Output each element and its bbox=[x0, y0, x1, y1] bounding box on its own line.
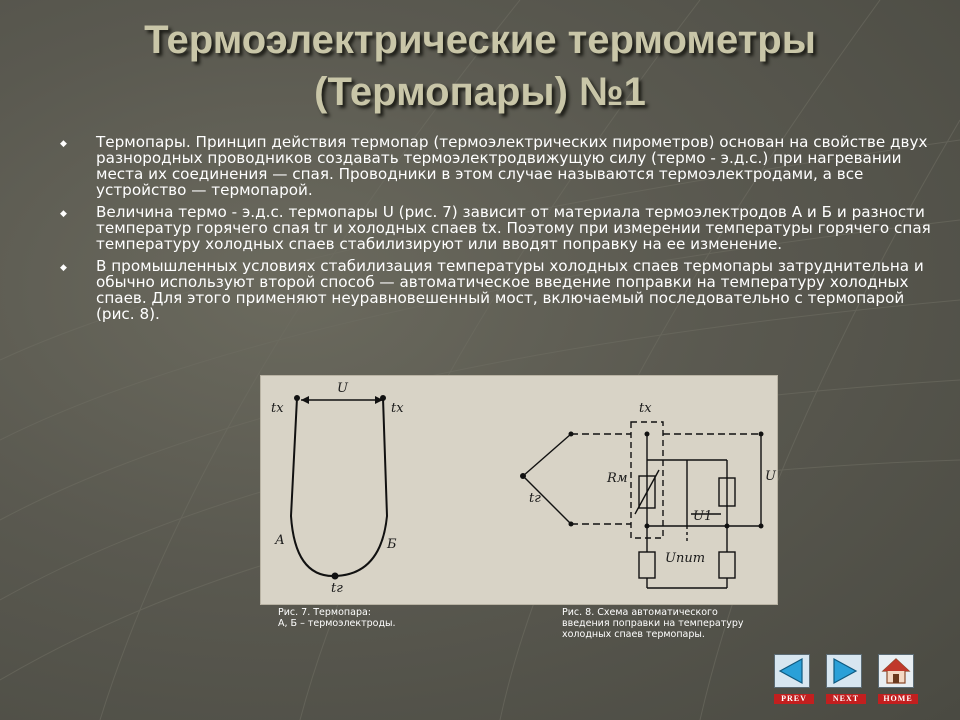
fig8-label-u1: U1 bbox=[693, 509, 713, 524]
slide-title bbox=[0, 14, 960, 118]
prev-button[interactable] bbox=[774, 654, 814, 704]
fig7-label-b: Б bbox=[387, 537, 397, 552]
slide-title-line-2: (Термопары) №1 bbox=[314, 70, 646, 114]
home-button[interactable] bbox=[878, 654, 918, 704]
fig8-label-rm: Rм bbox=[607, 471, 628, 486]
bullet-text: Термопары. Принцип действия термопар (термоэлектрических пирометров) основан на свойстве двух разнородных проводников создавать термоэлектродвижущую силу (термо - э.д.с.) при нагревании места их соединения — спая. Проводники в этом случае называются термоэлектродами, а все устройство — термопарой. bbox=[96, 133, 928, 199]
fig8-label-u: U bbox=[765, 469, 776, 484]
next-button[interactable] bbox=[826, 654, 866, 704]
next-arrow-icon bbox=[826, 654, 862, 688]
fig7-label-tx-left: tx bbox=[271, 401, 284, 416]
bullet-item bbox=[58, 134, 938, 198]
figure-scan bbox=[260, 375, 778, 605]
prev-button-label: PREV bbox=[774, 694, 814, 704]
fig8-bridge-circuit-diagram bbox=[523, 422, 761, 588]
diamond-bullet-icon: ◆ bbox=[60, 139, 67, 149]
diamond-bullet-icon: ◆ bbox=[60, 263, 67, 273]
diamond-bullet-icon: ◆ bbox=[60, 209, 67, 219]
fig7-label-u: U bbox=[337, 381, 348, 396]
fig8-label-tg: tг bbox=[529, 491, 541, 506]
bullet-item bbox=[58, 258, 938, 322]
figure-8-caption: Рис. 8. Схема автоматического введения поправки на температуру холодных спаев термопары. bbox=[562, 607, 744, 640]
bullet-text: В промышленных условиях стабилизация температуры холодных спаев термопары затруднительна и обычно используют второй способ — автоматическое введение поправки на температуру холодных спаев. Для этого применяют неуравновешенный мост, включаемый последовательно с термопарой (рис. 8). bbox=[96, 257, 924, 323]
slide-title-line-1: Термоэлектрические термометры bbox=[144, 18, 816, 62]
fig8-label-tx: tx bbox=[639, 401, 652, 416]
figure-drawing bbox=[261, 376, 777, 604]
bullet-item bbox=[58, 204, 938, 252]
prev-arrow-icon bbox=[774, 654, 810, 688]
fig8-label-upit: Uпит bbox=[665, 551, 706, 566]
next-button-label: NEXT bbox=[826, 694, 866, 704]
fig7-label-tg: tг bbox=[331, 581, 343, 596]
bullet-list bbox=[58, 134, 938, 328]
figure-7-caption: Рис. 7. Термопара: А, Б – термоэлектроды. bbox=[278, 607, 396, 629]
home-icon bbox=[878, 654, 914, 688]
fig7-label-a: А bbox=[275, 533, 285, 548]
home-button-label: HOME bbox=[878, 694, 918, 704]
fig7-label-tx-right: tx bbox=[391, 401, 404, 416]
bullet-text: Величина термо - э.д.с. термопары U (рис. 7) зависит от материала термоэлектродов А и Б и разности температур горячего спая tг и холодных спаев tх. Поэтому при измерении температуры горячего спая температуру холодных спаев стабилизируют или вводят поправку на ее изменение. bbox=[96, 203, 931, 253]
fig7-thermocouple-diagram bbox=[271, 381, 404, 596]
